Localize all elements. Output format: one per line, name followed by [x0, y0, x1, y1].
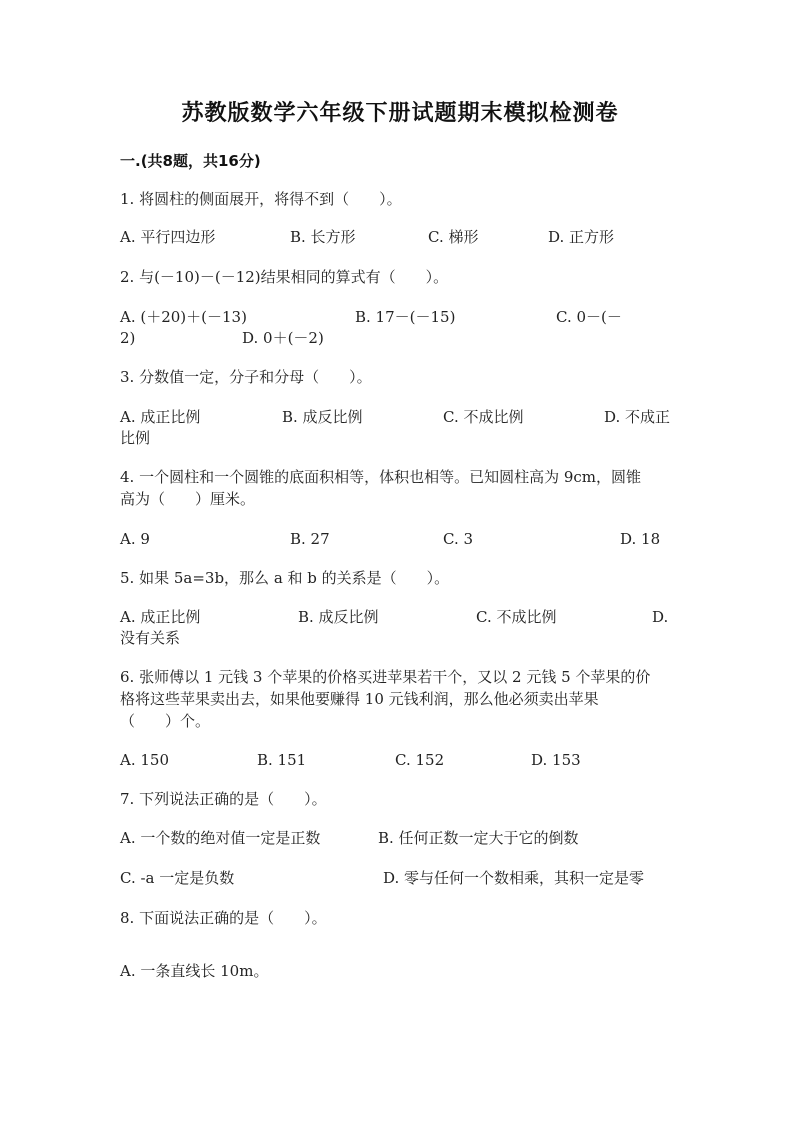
question-4-stem-line-2: 高为（ ）厘米。	[120, 490, 256, 508]
question-3-stem: 3. 分数值一定，分子和分母（ ）。	[120, 368, 372, 386]
question-5-option-a: A. 成正比例	[120, 608, 201, 626]
question-5-option-d-cont: 没有关系	[120, 629, 181, 647]
question-8-stem: 8. 下面说法正确的是（ ）。	[120, 909, 327, 927]
question-1-stem: 1. 将圆柱的侧面展开，将得不到（ ）。	[120, 190, 402, 208]
question-3-option-b: B. 成反比例	[282, 408, 363, 426]
question-1-option-d: D. 正方形	[548, 228, 615, 246]
question-8-option-a: A. 一条直线长 10m。	[120, 962, 269, 980]
question-4-option-a: A. 9	[120, 530, 150, 548]
question-7-option-d: D. 零与任何一个数相乘，其积一定是零	[383, 869, 645, 887]
question-1-option-c: C. 梯形	[428, 228, 479, 246]
question-7-option-a: A. 一个数的绝对值一定是正数	[120, 829, 321, 847]
question-6-option-c: C. 152	[395, 751, 445, 769]
question-2-option-b: B. 17－(－15)	[355, 308, 456, 326]
question-5-option-b: B. 成反比例	[298, 608, 379, 626]
question-4-option-c: C. 3	[443, 530, 474, 548]
question-7-stem: 7. 下列说法正确的是（ ）。	[120, 790, 327, 808]
question-2-option-c-cont: 2)	[120, 329, 136, 347]
question-3-option-c: C. 不成比例	[443, 408, 524, 426]
question-4-stem-line-1: 4. 一个圆柱和一个圆锥的底面积相等，体积也相等。已知圆柱高为 9cm，圆锥	[120, 468, 642, 486]
question-2-option-d: D. 0＋(－2)	[242, 329, 324, 347]
question-3-option-a: A. 成正比例	[120, 408, 201, 426]
question-2-option-a: A. (＋20)＋(－13)	[120, 308, 247, 326]
question-6-stem-line-1: 6. 张师傅以 1 元钱 3 个苹果的价格买进苹果若干个，又以 2 元钱 5 个苹果的价	[120, 668, 651, 686]
question-2-stem: 2. 与(－10)－(－12)结果相同的算式有（ ）。	[120, 268, 449, 286]
question-4-option-d: D. 18	[620, 530, 661, 548]
question-7-option-c: C. -a 一定是负数	[120, 869, 235, 887]
question-6-stem-line-2: 格将这些苹果卖出去，如果他要赚得 10 元钱利润，那么他必须卖出苹果	[120, 690, 599, 708]
question-6-option-d: D. 153	[531, 751, 581, 769]
question-6-option-a: A. 150	[120, 751, 169, 769]
page-title: 苏教版数学六年级下册试题期末模拟检测卷	[181, 101, 619, 126]
question-3-option-d-cont: 比例	[120, 429, 151, 447]
question-3-option-d: D. 不成正	[604, 408, 671, 426]
question-7-option-b: B. 任何正数一定大于它的倒数	[378, 829, 579, 847]
question-6-option-b: B. 151	[257, 751, 307, 769]
section-heading: 一.(共8题，共16分)	[120, 152, 261, 170]
question-6-stem-line-3: （ ）个。	[120, 712, 211, 730]
question-5-option-d: D.	[652, 608, 669, 626]
question-5-option-c: C. 不成比例	[476, 608, 557, 626]
question-1-option-b: B. 长方形	[290, 228, 356, 246]
question-4-option-b: B. 27	[290, 530, 330, 548]
question-1-option-a: A. 平行四边形	[120, 228, 216, 246]
question-2-option-c: C. 0－(－	[556, 308, 622, 326]
question-5-stem: 5. 如果 5a=3b，那么 a 和 b 的关系是（ ）。	[120, 569, 450, 587]
